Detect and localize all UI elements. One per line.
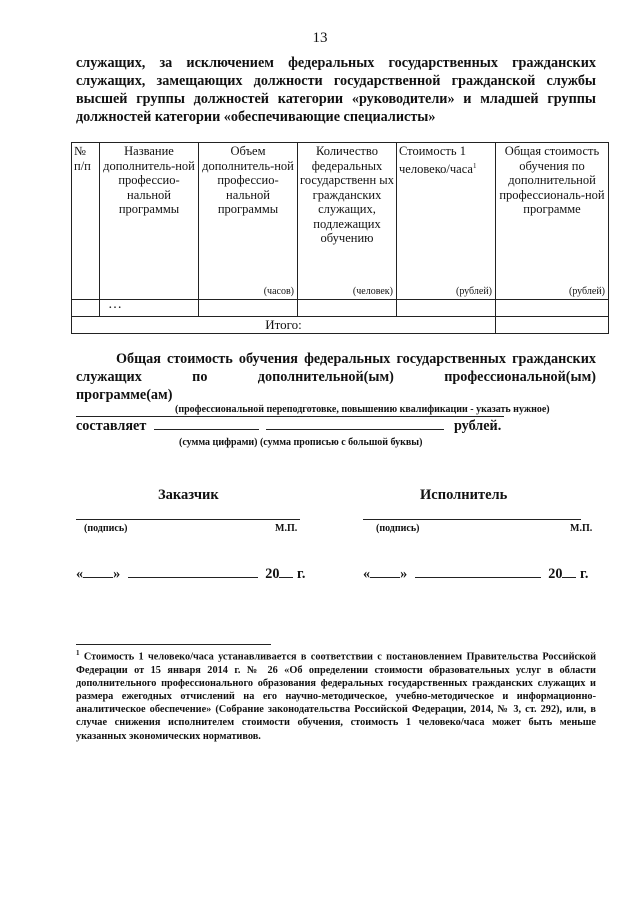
year-prefix: 20	[265, 566, 280, 582]
customer-signature-line[interactable]	[76, 519, 300, 520]
header-text: № п/п	[74, 144, 91, 173]
contractor-stamp-label: М.П.	[570, 523, 593, 534]
col-header-employee-count	[298, 143, 397, 300]
amount-figures-blank[interactable]	[154, 429, 259, 430]
customer-year-blank[interactable]	[279, 577, 293, 578]
amount-line	[76, 418, 596, 435]
col-header-total-cost	[496, 143, 609, 300]
table-cell	[397, 300, 496, 317]
col-header-number	[72, 143, 100, 300]
program-label: программе(ам)	[76, 387, 173, 403]
col-header-program-name	[100, 143, 199, 300]
header-text: Объем дополнитель-ной профессио-нальной программы	[202, 144, 294, 216]
header-text: Название дополнитель-ной профессио-нальной программы	[103, 144, 195, 216]
intro-line: высшей группы должностей категории «руководители» и младшей группы	[76, 91, 596, 107]
col-header-program-volume	[199, 143, 298, 300]
program-type-blank[interactable]	[76, 416, 504, 417]
customer-stamp-label: М.П.	[275, 523, 298, 534]
contractor-day-blank[interactable]	[370, 577, 400, 578]
customer-month-blank[interactable]	[128, 577, 258, 578]
header-text	[397, 143, 495, 176]
amount-prefix: составляет	[76, 418, 147, 434]
footnote-rule	[76, 644, 271, 645]
quote-open: «	[363, 566, 371, 582]
program-type-note: (профессиональной переподготовке, повышению квалификации - указать нужное)	[175, 404, 550, 415]
intro-line: служащих, за исключением федеральных государственных гражданских	[76, 55, 596, 71]
total-value-cell	[496, 317, 609, 334]
year-prefix: 20	[548, 566, 563, 582]
year-suffix: г.	[297, 566, 306, 582]
quote-close: »	[400, 566, 408, 582]
customer-date-line	[76, 566, 305, 583]
contractor-signature-line[interactable]	[363, 519, 581, 520]
header-unit: (часов)	[263, 286, 294, 297]
summary-line: Общая стоимость обучения федеральных государственных гражданских	[116, 351, 596, 367]
contractor-year-blank[interactable]	[562, 577, 576, 578]
contractor-date-line	[363, 566, 588, 583]
amount-suffix: рублей.	[453, 418, 502, 434]
quote-open: «	[76, 566, 84, 582]
intro-line: должностей категории «обеспечивающие специалисты»	[76, 109, 436, 125]
table-header-row	[72, 143, 609, 300]
intro-line: служащих, замещающих должности государственной гражданской службы	[76, 73, 596, 89]
contractor-title: Исполнитель	[420, 487, 508, 503]
table-cell	[72, 300, 100, 317]
total-label: Итого:	[72, 317, 496, 334]
footnote-marker: 1	[472, 161, 477, 170]
intro-paragraph	[76, 54, 596, 126]
header-text-main: Стоимость 1 человеко/часа	[399, 144, 473, 176]
table-row	[72, 300, 609, 317]
total-row	[72, 317, 609, 334]
amount-words-blank[interactable]	[266, 429, 444, 430]
page-number: 13	[312, 30, 328, 46]
header-text: Общая стоимость обучения по дополнительной профессиональ-ной программе	[499, 144, 605, 216]
footnote-text: Стоимость 1 человеко/часа устанавливается в соответствии с постановлением Правительства Российской Федерации от 15 января 2014 г. № 26 «Об определении стоимости образовательных услуг в области дополнительного профессионального образования федеральных государственных гражданских служащих и размера ежегодных отчислений на его научно-методическое, учебно-методическое и информационно-аналитическое обеспечение» (Собрание законодательства Российской Федерации, 2014, № 3, ст. 292), или, в случае снижения исполнителем стоимости обучения, стоимость 1 человеко/часа может быть меньше указанных экономических нормативов.	[76, 651, 596, 742]
contractor-month-blank[interactable]	[415, 577, 541, 578]
footnote	[76, 647, 596, 743]
customer-sign-label: (подпись)	[84, 523, 128, 534]
customer-title: Заказчик	[158, 487, 219, 503]
table-cell	[496, 300, 609, 317]
summary-line: служащих по дополнительной(ым) профессиональной(ым)	[76, 369, 596, 385]
contractor-sign-label: (подпись)	[376, 523, 420, 534]
year-suffix: г.	[580, 566, 589, 582]
col-header-hour-cost	[397, 143, 496, 300]
header-unit: (человек)	[352, 286, 393, 297]
quote-close: »	[113, 566, 121, 582]
training-cost-table	[71, 142, 609, 334]
table-cell	[298, 300, 397, 317]
ellipsis-cell: …	[100, 300, 199, 317]
header-unit: (рублей)	[568, 286, 605, 297]
header-text: Количество федеральных государственн ых гражданских служащих, подлежащих обучению	[300, 144, 394, 245]
footnote-marker: 1	[76, 649, 80, 657]
header-unit: (рублей)	[455, 286, 492, 297]
amount-note: (сумма цифрами) (сумма прописью с большой буквы)	[179, 437, 423, 448]
customer-day-blank[interactable]	[83, 577, 113, 578]
table-cell	[199, 300, 298, 317]
